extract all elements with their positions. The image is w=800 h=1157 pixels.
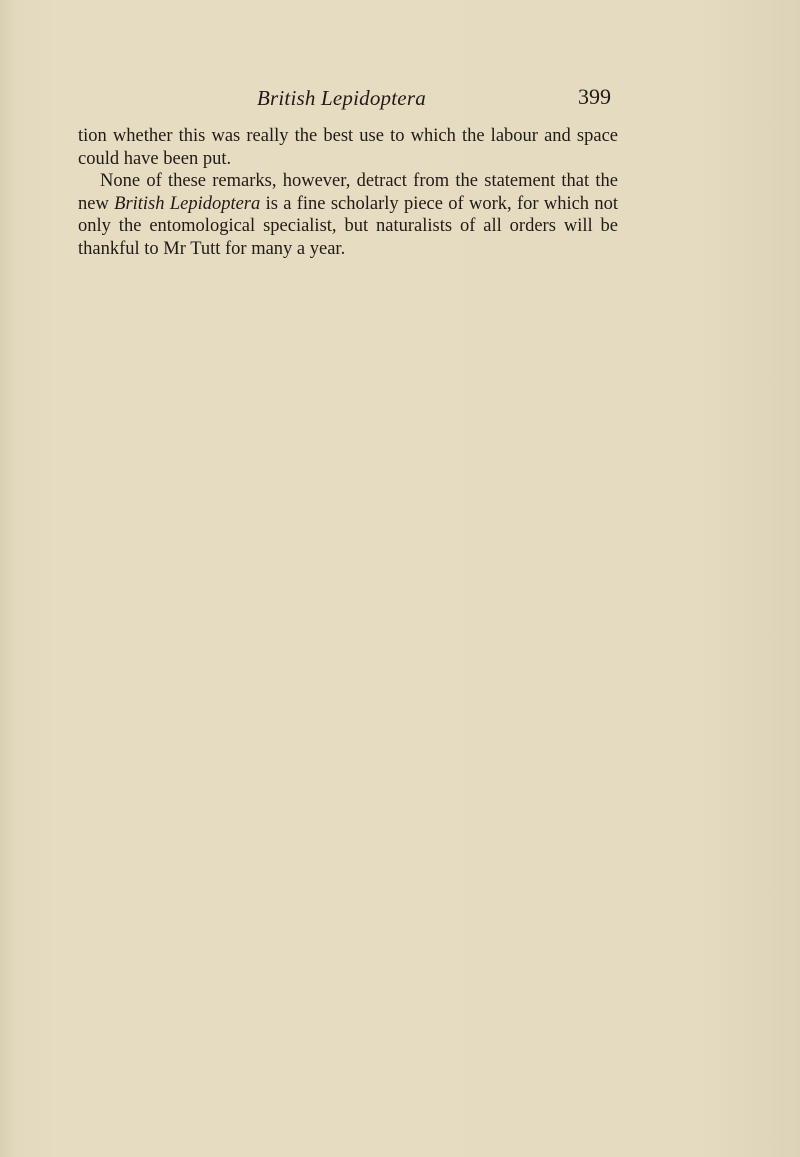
body-text (78, 125, 618, 261)
page-number: 399 (578, 84, 611, 109)
book-title-italic: British Lepidoptera (114, 193, 261, 214)
paragraph-text-start: None of these remarks, however, detract from the statement that the new (78, 171, 618, 214)
paragraph-text-end: is a fine scholarly piece of work, for which not only the entomological specialist, but naturalists of all orders will be thankful to Mr Tutt for many a year. (78, 193, 618, 259)
paragraph-conclusion (78, 170, 618, 260)
running-title: British Lepidoptera (257, 86, 426, 110)
running-head (0, 86, 800, 120)
paragraph-continuation: tion whether this was really the best use to which the labour and space could have been put. (78, 126, 618, 169)
